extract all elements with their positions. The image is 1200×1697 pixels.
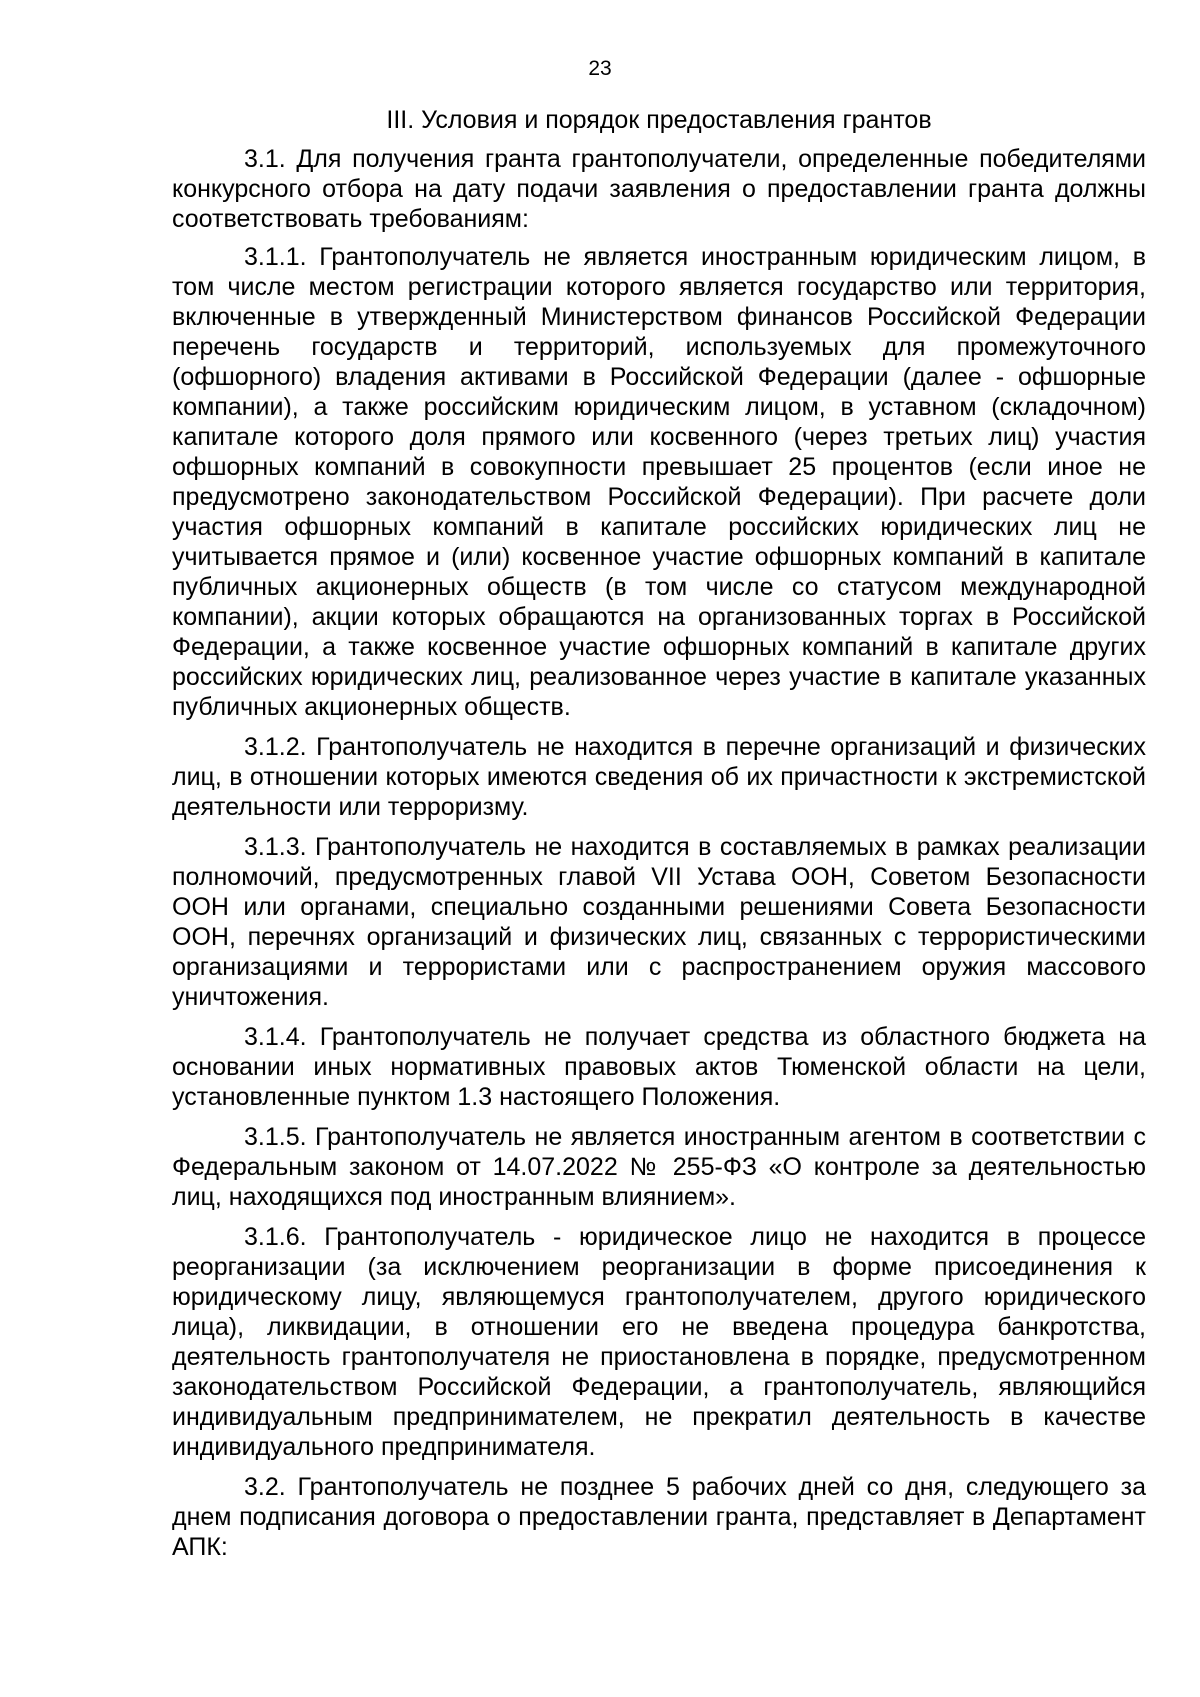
paragraph-3-1: 3.1. Для получения гранта грантополучатели, определенные победителями конкурсного отбора на дату подачи заявления о предоставлении гранта должны соответствовать требованиям: — [172, 145, 1146, 233]
paragraph-3-1-5: 3.1.5. Грантополучатель не является иностранным агентом в соответствии с Федеральным законом от 14.07.2022 № 255-ФЗ «О контроле за деятельностью лиц, находящихся под иностранным влиянием». — [172, 1123, 1146, 1211]
paragraph-3-1-2: 3.1.2. Грантополучатель не находится в перечне организаций и физических лиц, в отношении которых имеются сведения об их причастности к экстремистской деятельности или терроризму. — [172, 733, 1146, 821]
paragraph-3-2: 3.2. Грантополучатель не позднее 5 рабочих дней со дня, следующего за днем подписания договора о предоставлении гранта, представляет в Департамент АПК: — [172, 1473, 1146, 1561]
document-body — [172, 144, 1146, 1572]
section-heading: III. Условия и порядок предоставления грантов — [386, 106, 932, 134]
paragraph-3-1-1: 3.1.1. Грантополучатель не является иностранным юридическим лицом, в том числе местом регистрации которого является государство или территория, включенные в утвержденный Министерством финансов Российской Федерации перечень государств и территорий, используемых для промежуточного (офшорного) владения активами в Российской Федерации (далее - офшорные компании), а также российским юридическим лицом, в уставном (складочном) капитале которого доля прямого или косвенного (через третьих лиц) участия офшорных компаний в совокупности превышает 25 процентов (если иное не предусмотрено законодательством Российской Федерации). При расчете доли участия офшорных компаний в капитале российских юридических лиц не учитывается прямое и (или) косвенное участие офшорных компаний в капитале публичных акционерных обществ (в том числе со статусом международной компании), акции которых обращаются на организованных торгах в Российской Федерации, а также косвенное участие офшорных компаний в капитале других российских юридических лиц, реализованное через участие в капитале указанных публичных акционерных обществ. — [172, 243, 1146, 721]
page-number: 23 — [588, 57, 612, 80]
paragraph-3-1-3: 3.1.3. Грантополучатель не находится в составляемых в рамках реализации полномочий, предусмотренных главой VII Устава ООН, Советом Безопасности ООН или органами, специально созданными решениями Совета Безопасности ООН, перечнях организаций и физических лиц, связанных с террористическими организациями и террористами или с распространением оружия массового уничтожения. — [172, 833, 1146, 1011]
paragraph-3-1-6: 3.1.6. Грантополучатель - юридическое лицо не находится в процессе реорганизации (за исключением реорганизации в форме присоединения к юридическому лицу, являющемуся грантополучателем, другого юридического лица), ликвидации, в отношении его не введена процедура банкротства, деятельность грантополучателя не приостановлена в порядке, предусмотренном законодательством Российской Федерации, а грантополучатель, являющийся индивидуальным предпринимателем, не прекратил деятельность в качестве индивидуального предпринимателя. — [172, 1223, 1146, 1461]
paragraph-3-1-4: 3.1.4. Грантополучатель не получает средства из областного бюджета на основании иных нормативных правовых актов Тюменской области на цели, установленные пунктом 1.3 настоящего Положения. — [172, 1023, 1146, 1111]
